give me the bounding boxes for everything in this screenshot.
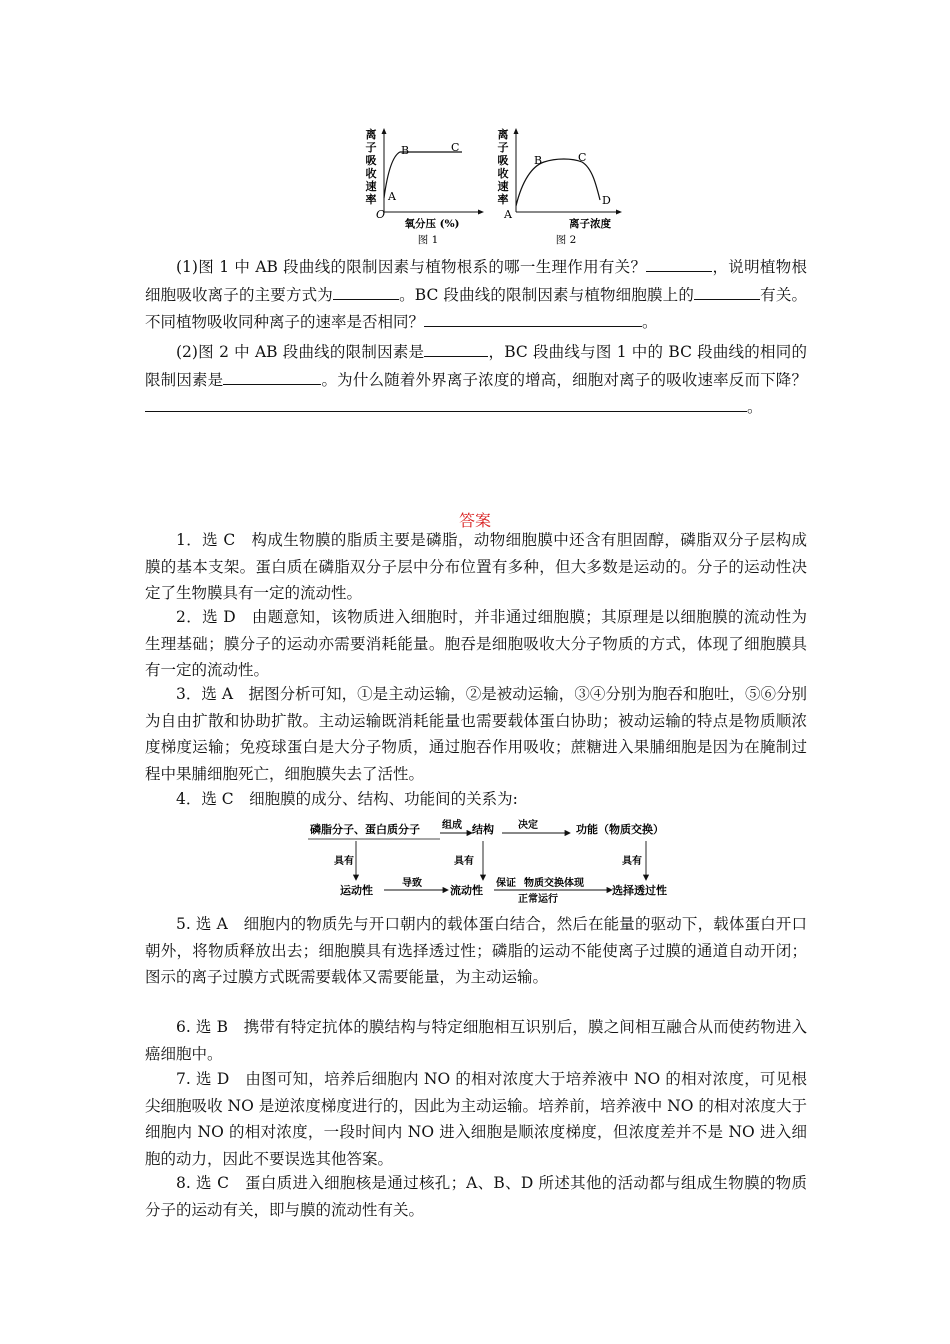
q1-text-d: 。BC 段曲线的限制因素与植物细胞膜上的 [398, 285, 694, 304]
diagram-leads: 导致 [402, 878, 422, 889]
fig2-point-c: C [578, 151, 587, 164]
q1-text-f: 。 [642, 313, 658, 331]
fig1-ylabel-6: 率 [365, 193, 377, 206]
diagram-has-3: 具有 [622, 856, 642, 867]
fig1-ylabel-4: 收 [365, 167, 377, 180]
fig2-ylabel-2: 子 [497, 141, 509, 154]
q1-text-c: 根细胞吸收离子的主要方式为 [145, 258, 807, 304]
fig2-y-arrow [514, 128, 519, 134]
diagram-ensure: 保证 [496, 878, 516, 889]
fig2-curve [516, 159, 600, 206]
fig2-ylabel-6: 率 [497, 193, 509, 206]
q2-blank-1[interactable] [424, 338, 488, 357]
diagram-decide: 决定 [518, 820, 538, 831]
q2-blank-3[interactable] [145, 393, 747, 412]
q1-blank-1[interactable] [646, 253, 712, 272]
diagram-has-2: 具有 [454, 856, 474, 867]
q2-text-f: 。 [747, 398, 763, 416]
q2-text-b: ，BC 段曲线与图 1 中的 BC 段曲线的相同 [488, 343, 792, 361]
diagram-has-1: 具有 [334, 856, 354, 867]
fig1-xlabel: 氧分压 (%) [404, 218, 460, 230]
relationship-diagram [300, 814, 690, 904]
q2-text-e: 下降？ [760, 370, 807, 389]
diagram-selective: 选择透过性 [612, 884, 667, 897]
fig2-point-d: D [602, 194, 611, 207]
figure-1 [362, 126, 492, 250]
fig2-ylabel-1: 离 [497, 128, 509, 141]
answer-5: 5. 选 A 细胞内的物质先与开口朝内的载体蛋白结合，然后在能量的驱动下，载体蛋白开口朝外，将物质释放出去；细胞膜具有选择透过性；磷脂的运动不能使离子过膜的通道自动开闭；图示的离子过膜方式既需要载体又需要能量，为主动运输。 [145, 915, 807, 986]
fig1-y-arrow [382, 128, 387, 134]
q1-text-e: 有关。不同植物吸收同种离子的速率是否相同？ [145, 285, 807, 331]
fig1-caption: 图 1 [417, 234, 439, 246]
diagram-exchange-reflect: 物质交换体现 [524, 878, 584, 889]
diagram-structure: 结构 [472, 823, 494, 836]
fig2-point-a: A [504, 208, 512, 221]
answer-3: 3．选 A 据图分析可知，①是主动运输，②是被动运输，③④分别为胞吞和胞吐，⑤⑥分别为自由扩散和协助扩散。主动运输既消耗能量也需要载体蛋白协助；被动运输的特点是物质顺浓度梯度运输；免疫球蛋白是大分子物质，通过胞吞作用吸收；蔗糖进入果脯细胞是因为在腌制过程中果脯细胞死亡，细胞膜失去了活性。 [145, 685, 807, 783]
fig2-ylabel-4: 收 [497, 167, 509, 180]
q2-text-a: (2)图 2 中 AB 段曲线的限制因素是 [176, 343, 425, 361]
q1-blank-4[interactable] [424, 308, 642, 327]
fig2-x-arrow [616, 210, 622, 215]
q1-text-b: ，说明植物 [712, 258, 792, 276]
figure-2 [494, 126, 630, 250]
answer-6: 6. 选 B 携带有特定抗体的膜结构与特定细胞相互识别后，膜之间相互融合从而使药物进入癌细胞中。 [145, 1018, 807, 1063]
answer-7: 7. 选 D 由图可知，培养后细胞内 NO 的相对浓度大于培养液中 NO 的相对浓度，可见根尖细胞吸收 NO 是逆浓度梯度进行的，因此为主动运输。培养前，培养液中 NO 的相对浓度大于细胞内 NO 的相对浓度，一段时间内 NO 进入细胞是顺浓度梯度，但浓度差并不是 NO 进入细胞的动力，因此不要误选其他答案。 [145, 1070, 807, 1168]
fig1-ylabel-3: 吸 [365, 154, 377, 167]
fig1-point-a: A [388, 190, 396, 203]
diagram-fluidity: 流动性 [450, 884, 483, 897]
q2-text-d: 。为什么随着外界离子浓度的增高，细胞对离子的吸收速率反而 [321, 370, 761, 389]
diagram-compose: 组成 [442, 820, 462, 831]
diagram-motility: 运动性 [340, 884, 373, 897]
fig1-origin: O [376, 208, 386, 221]
q2-blank-2[interactable] [223, 366, 321, 385]
fig2-ylabel-3: 吸 [497, 154, 509, 167]
question-1 [145, 253, 807, 336]
fig1-x-arrow [478, 210, 484, 215]
fig1-point-b: B [401, 144, 410, 157]
answer-8: 8. 选 C 蛋白质进入细胞核是通过核孔；A、B、D 所述其他的活动都与组成生物膜的物质分子的运动有关，即与膜的流动性有关。 [145, 1174, 807, 1219]
fig2-caption: 图 2 [555, 234, 577, 246]
fig1-ylabel-1: 离 [365, 128, 377, 141]
q2-text-c: 的限制因素是 [145, 343, 807, 389]
fig1-ylabel-5: 速 [365, 180, 377, 193]
q1-text-a: (1)图 1 中 AB 段曲线的限制因素与植物根系的哪一生理作用有关？ [176, 258, 647, 276]
fig1-ylabel-2: 子 [365, 141, 377, 154]
q1-blank-2[interactable] [333, 281, 399, 300]
answer-4: 4．选 C 细胞膜的成分、结构、功能间的关系为: [176, 790, 518, 808]
answer-title: 答案 [458, 511, 491, 530]
question-2 [145, 338, 807, 421]
diagram-components: 磷脂分子、蛋白质分子 [310, 823, 420, 836]
fig2-point-b: B [534, 154, 543, 167]
answer-2: 2．选 D 由题意知，该物质进入细胞时，并非通过细胞膜；其原理是以细胞膜的流动性为生理基础；膜分子的运动亦需要消耗能量。胞吞是细胞吸收大分子物质的方式，体现了细胞膜具有一定的流动性。 [145, 608, 807, 679]
fig2-xlabel: 离子浓度 [569, 218, 611, 230]
diagram-normal: 正常运行 [518, 894, 558, 904]
fig2-ylabel-5: 速 [497, 180, 509, 193]
answer-1: 1．选 C 构成生物膜的脂质主要是磷脂，动物细胞膜中还含有胆固醇，磷脂双分子层构成膜的基本支架。蛋白质在磷脂双分子层中分布位置有多种，但大多数是运动的。分子的运动性决定了生物膜具有一定的流动性。 [145, 531, 807, 602]
diagram-function: 功能（物质交换） [576, 823, 664, 836]
fig1-point-c: C [451, 141, 460, 154]
q1-blank-3[interactable] [694, 281, 760, 300]
